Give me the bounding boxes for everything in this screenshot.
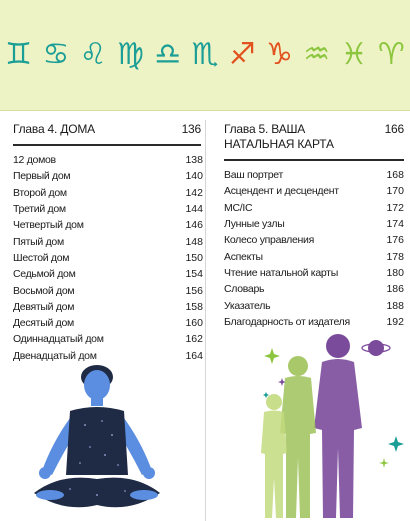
toc-entry-page: 164	[185, 349, 203, 362]
toc-entry	[224, 248, 404, 264]
toc-entry-page: 186	[386, 283, 404, 296]
toc-entry	[13, 201, 203, 217]
cancer-icon: ♋	[42, 37, 70, 72]
sagittarius-icon: ♐	[228, 37, 256, 72]
gemini-icon: ♊	[5, 37, 33, 72]
toc-entry-page: 148	[185, 235, 203, 248]
aries-icon: ♈	[377, 37, 405, 72]
toc-entry	[13, 233, 203, 249]
chapter-heading	[224, 122, 404, 161]
toc-entry-page: 158	[185, 300, 203, 313]
chapter-heading	[13, 122, 201, 146]
toc-column-right	[224, 122, 404, 330]
chapter-title: Глава 4. ДОМА	[13, 122, 95, 136]
toc-entry-title: Чтение натальной карты	[224, 266, 338, 279]
leo-icon: ♌	[79, 37, 107, 72]
toc-entry	[13, 348, 203, 364]
toc-entry-page: 144	[185, 203, 203, 216]
toc-entry-title: Седьмой дом	[13, 268, 76, 281]
toc-entry-title: Асцендент и десцендент	[224, 185, 339, 198]
toc-entry-title: Лунные узлы	[224, 218, 285, 231]
toc-entry-title: Аспекты	[224, 250, 263, 263]
toc-list	[13, 152, 203, 364]
pisces-icon: ♓	[340, 37, 368, 72]
toc-entry	[13, 315, 203, 331]
toc-entry-title: Указатель	[224, 299, 271, 312]
toc-entry-page: 180	[386, 266, 404, 279]
toc-entry-title: Девятый дом	[13, 300, 75, 313]
toc-entry-page: 172	[386, 201, 404, 214]
toc-entry	[224, 265, 404, 281]
family-silhouettes-illustration	[258, 315, 408, 518]
toc-entry-page: 140	[185, 170, 203, 183]
toc-entry-title: Третий дом	[13, 203, 66, 216]
toc-entry	[224, 281, 404, 297]
toc-entry-title: Пятый дом	[13, 235, 64, 248]
toc-entry-page: 150	[185, 251, 203, 264]
toc-entry	[13, 282, 203, 298]
toc-entry-page: 162	[185, 333, 203, 346]
toc-entry	[13, 152, 203, 168]
toc-entry-title: MC/IC	[224, 201, 253, 214]
libra-icon: ♎	[154, 37, 182, 72]
toc-entry-title: Второй дом	[13, 186, 67, 199]
toc-entry-page: 146	[185, 219, 203, 232]
toc-entry	[224, 232, 404, 248]
toc-entry-page: 170	[386, 185, 404, 198]
capricorn-icon: ♑	[266, 37, 293, 72]
toc-entry	[13, 266, 203, 282]
scorpio-icon: ♏	[191, 37, 219, 72]
toc-entry	[224, 200, 404, 216]
toc-entry-title: Словарь	[224, 283, 265, 296]
chapter-title: Глава 5. ВАША НАТАЛЬНАЯ КАРТА	[224, 122, 334, 151]
toc-entry-title: Благодарность от издателя	[224, 315, 350, 328]
toc-entry-page: 178	[386, 250, 404, 263]
toc-entry-page: 168	[386, 169, 404, 182]
toc-list	[224, 167, 404, 330]
toc-entry-page: 192	[386, 315, 404, 328]
toc-entry-page: 174	[386, 218, 404, 231]
toc-entry-page: 156	[185, 284, 203, 297]
toc-entry-title: Колесо управления	[224, 234, 314, 247]
toc-entry	[224, 183, 404, 199]
toc-entry-title: 12 домов	[13, 154, 56, 167]
toc-entry	[13, 168, 203, 184]
toc-entry-page: 160	[185, 317, 203, 330]
toc-entry	[13, 250, 203, 266]
toc-entry	[224, 167, 404, 183]
toc-entry	[224, 297, 404, 313]
toc-column-left	[13, 122, 203, 364]
column-divider	[205, 120, 206, 521]
zodiac-row	[0, 30, 410, 80]
toc-entry-title: Двенадцатый дом	[13, 349, 97, 362]
toc-entry-page: 138	[185, 154, 203, 167]
toc-entry-title: Ваш портрет	[224, 169, 283, 182]
toc-entry	[13, 217, 203, 233]
toc-entry-title: Одиннадцатый дом	[13, 333, 104, 346]
toc-entry-page: 188	[386, 299, 404, 312]
toc-entry-title: Десятый дом	[13, 317, 74, 330]
aquarius-icon: ♒	[303, 37, 331, 72]
toc-entry	[13, 185, 203, 201]
virgo-icon: ♍	[116, 37, 144, 72]
toc-entry-page: 154	[185, 268, 203, 281]
toc-entry-page: 142	[185, 186, 203, 199]
meditation-figure-illustration	[30, 363, 165, 518]
toc-entry-title: Шестой дом	[13, 251, 70, 264]
toc-entry-title: Восьмой дом	[13, 284, 75, 297]
toc-entry	[13, 331, 203, 347]
chapter-page: 136	[181, 122, 201, 136]
toc-entry	[13, 299, 203, 315]
toc-entry	[224, 216, 404, 232]
chapter-page: 166	[384, 122, 404, 136]
toc-entry-title: Четвертый дом	[13, 219, 84, 232]
toc-entry-title: Первый дом	[13, 170, 71, 183]
toc-entry-page: 176	[386, 234, 404, 247]
